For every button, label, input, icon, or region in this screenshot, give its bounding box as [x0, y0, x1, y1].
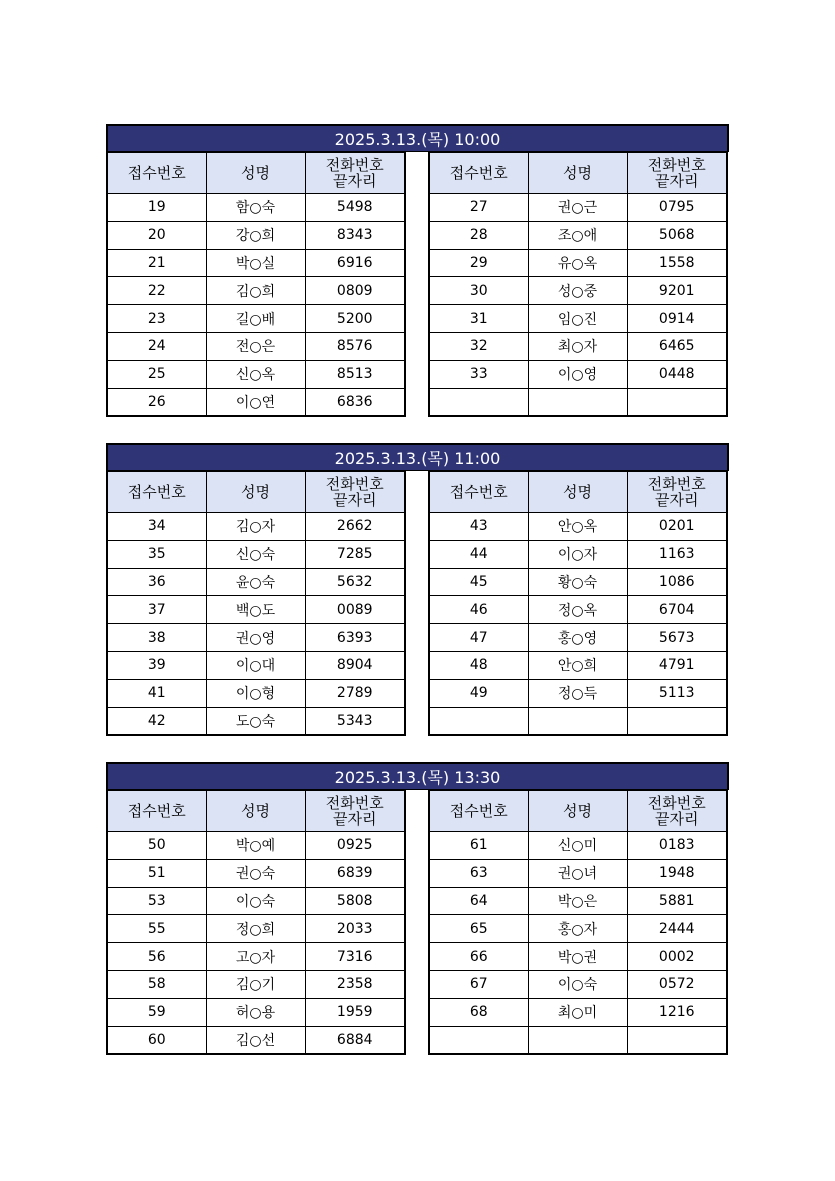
header-phone: [305, 153, 405, 194]
receipt-number: 39: [107, 651, 206, 679]
table-row: [107, 596, 405, 624]
receipt-number: 59: [107, 998, 206, 1026]
applicant-name: 성○중: [528, 277, 627, 305]
receipt-number: 34: [107, 513, 206, 541]
receipt-number: 46: [429, 596, 528, 624]
header-name: 성명: [206, 472, 305, 513]
receipt-number: 35: [107, 540, 206, 568]
table-row: [107, 249, 405, 277]
table-row: [107, 388, 405, 416]
roster-table-right: [428, 471, 728, 736]
phone-last-digits: [627, 388, 727, 416]
applicant-name: 정○득: [528, 679, 627, 707]
receipt-number: 47: [429, 624, 528, 652]
table-row: [107, 887, 405, 915]
table-row: [107, 513, 405, 541]
applicant-name: 유○옥: [528, 249, 627, 277]
table-row: [107, 277, 405, 305]
header-name: 성명: [206, 791, 305, 832]
receipt-number: 21: [107, 249, 206, 277]
phone-last-digits: 5632: [305, 568, 405, 596]
phone-last-digits: 1216: [627, 998, 727, 1026]
receipt-number: 33: [429, 360, 528, 388]
roster-table-left: [106, 790, 406, 1055]
applicant-name: 권○녀: [528, 859, 627, 887]
table-row: [107, 707, 405, 735]
applicant-name: 정○희: [206, 915, 305, 943]
table-row: [107, 998, 405, 1026]
phone-last-digits: 6836: [305, 388, 405, 416]
session-body: [106, 471, 729, 733]
applicant-name: 신○숙: [206, 540, 305, 568]
applicant-name: 박○권: [528, 943, 627, 971]
applicant-name: 김○기: [206, 970, 305, 998]
header-phone-line1: 전화번호: [325, 475, 384, 493]
phone-last-digits: 6884: [305, 1026, 405, 1054]
phone-last-digits: 7316: [305, 943, 405, 971]
header-row: [107, 791, 405, 832]
applicant-name: [528, 388, 627, 416]
session-title: 2025.3.13.(목) 10:00: [106, 124, 729, 152]
phone-last-digits: 5200: [305, 305, 405, 333]
table-row: [429, 360, 727, 388]
receipt-number: 56: [107, 943, 206, 971]
session-block: [106, 124, 729, 414]
table-row: [107, 305, 405, 333]
applicant-name: 신○옥: [206, 360, 305, 388]
applicant-name: 이○숙: [206, 887, 305, 915]
roster-table-left: [106, 471, 406, 736]
table-row: [429, 943, 727, 971]
table-row: [107, 679, 405, 707]
receipt-number: 22: [107, 277, 206, 305]
applicant-name: 박○은: [528, 887, 627, 915]
table-row: [107, 194, 405, 222]
roster-table-right: [428, 152, 728, 417]
phone-last-digits: 1558: [627, 249, 727, 277]
table-row: [107, 832, 405, 860]
applicant-name: 안○희: [528, 651, 627, 679]
phone-last-digits: 1163: [627, 540, 727, 568]
table-row: [429, 332, 727, 360]
header-name: 성명: [528, 791, 627, 832]
receipt-number: 24: [107, 332, 206, 360]
table-row: [429, 832, 727, 860]
applicant-name: 안○옥: [528, 513, 627, 541]
applicant-name: 김○선: [206, 1026, 305, 1054]
applicant-name: 윤○숙: [206, 568, 305, 596]
receipt-number: 37: [107, 596, 206, 624]
table-row: [429, 305, 727, 333]
phone-last-digits: 5808: [305, 887, 405, 915]
header-number: 접수번호: [107, 153, 206, 194]
receipt-number: 41: [107, 679, 206, 707]
header-phone-line1: 전화번호: [325, 794, 384, 812]
table-row: [429, 249, 727, 277]
table-row: [107, 1026, 405, 1054]
header-phone: [305, 472, 405, 513]
header-phone: [627, 472, 727, 513]
header-phone-line2: 끝자리: [655, 172, 699, 190]
table-row: [429, 679, 727, 707]
header-row: [429, 153, 727, 194]
receipt-number: 42: [107, 707, 206, 735]
header-row: [429, 791, 727, 832]
receipt-number: 60: [107, 1026, 206, 1054]
table-row: [107, 540, 405, 568]
table-row: [429, 194, 727, 222]
phone-last-digits: 6839: [305, 859, 405, 887]
receipt-number: 44: [429, 540, 528, 568]
receipt-number: 26: [107, 388, 206, 416]
applicant-name: 임○진: [528, 305, 627, 333]
phone-last-digits: 2444: [627, 915, 727, 943]
phone-last-digits: 0914: [627, 305, 727, 333]
phone-last-digits: 0183: [627, 832, 727, 860]
applicant-name: 권○숙: [206, 859, 305, 887]
table-row: [429, 221, 727, 249]
phone-last-digits: [627, 707, 727, 735]
receipt-number: 53: [107, 887, 206, 915]
table-row: [429, 596, 727, 624]
phone-last-digits: 5673: [627, 624, 727, 652]
receipt-number: [429, 1026, 528, 1054]
receipt-number: 55: [107, 915, 206, 943]
header-row: [429, 472, 727, 513]
phone-last-digits: 8576: [305, 332, 405, 360]
phone-last-digits: 2662: [305, 513, 405, 541]
receipt-number: [429, 707, 528, 735]
session-title: 2025.3.13.(목) 13:30: [106, 762, 729, 790]
table-row: [429, 388, 727, 416]
phone-last-digits: 9201: [627, 277, 727, 305]
table-row: [429, 887, 727, 915]
phone-last-digits: 0795: [627, 194, 727, 222]
table-row: [107, 221, 405, 249]
applicant-name: 김○희: [206, 277, 305, 305]
applicant-name: 김○자: [206, 513, 305, 541]
applicant-name: 박○예: [206, 832, 305, 860]
header-phone-line2: 끝자리: [333, 810, 377, 828]
receipt-number: [429, 388, 528, 416]
applicant-name: 이○대: [206, 651, 305, 679]
applicant-name: 전○은: [206, 332, 305, 360]
applicant-name: 강○희: [206, 221, 305, 249]
header-phone-line1: 전화번호: [647, 794, 706, 812]
header-number: 접수번호: [107, 472, 206, 513]
session-block: [106, 443, 729, 733]
applicant-name: 이○영: [528, 360, 627, 388]
table-row: [429, 970, 727, 998]
receipt-number: 61: [429, 832, 528, 860]
receipt-number: 25: [107, 360, 206, 388]
phone-last-digits: 2789: [305, 679, 405, 707]
receipt-number: 23: [107, 305, 206, 333]
phone-last-digits: 2033: [305, 915, 405, 943]
applicant-name: 이○형: [206, 679, 305, 707]
header-phone: [627, 791, 727, 832]
phone-last-digits: [627, 1026, 727, 1054]
applicant-name: 이○연: [206, 388, 305, 416]
table-row: [429, 707, 727, 735]
applicant-name: 권○영: [206, 624, 305, 652]
receipt-number: 38: [107, 624, 206, 652]
applicant-name: [528, 707, 627, 735]
receipt-number: 36: [107, 568, 206, 596]
phone-last-digits: 6704: [627, 596, 727, 624]
session-body: [106, 790, 729, 1052]
receipt-number: 63: [429, 859, 528, 887]
header-phone-line2: 끝자리: [333, 491, 377, 509]
header-row: [107, 153, 405, 194]
session-title: 2025.3.13.(목) 11:00: [106, 443, 729, 471]
table-row: [429, 1026, 727, 1054]
receipt-number: 27: [429, 194, 528, 222]
receipt-number: 45: [429, 568, 528, 596]
header-number: 접수번호: [429, 791, 528, 832]
applicant-name: 홍○영: [528, 624, 627, 652]
phone-last-digits: 6916: [305, 249, 405, 277]
header-name: 성명: [528, 472, 627, 513]
table-row: [429, 998, 727, 1026]
receipt-number: 66: [429, 943, 528, 971]
receipt-number: 30: [429, 277, 528, 305]
header-phone-line2: 끝자리: [655, 810, 699, 828]
applicant-name: 최○자: [528, 332, 627, 360]
header-phone: [627, 153, 727, 194]
receipt-number: 58: [107, 970, 206, 998]
header-phone-line1: 전화번호: [647, 475, 706, 493]
header-phone-line2: 끝자리: [655, 491, 699, 509]
applicant-name: 고○자: [206, 943, 305, 971]
table-row: [107, 624, 405, 652]
phone-last-digits: 6393: [305, 624, 405, 652]
applicant-name: 백○도: [206, 596, 305, 624]
applicant-name: 권○근: [528, 194, 627, 222]
table-row: [429, 915, 727, 943]
header-phone: [305, 791, 405, 832]
receipt-number: 31: [429, 305, 528, 333]
table-row: [107, 915, 405, 943]
table-row: [429, 513, 727, 541]
receipt-number: 65: [429, 915, 528, 943]
receipt-number: 48: [429, 651, 528, 679]
table-row: [107, 568, 405, 596]
phone-last-digits: 8343: [305, 221, 405, 249]
receipt-number: 20: [107, 221, 206, 249]
table-row: [107, 943, 405, 971]
phone-last-digits: 8513: [305, 360, 405, 388]
phone-last-digits: 0002: [627, 943, 727, 971]
phone-last-digits: 0201: [627, 513, 727, 541]
phone-last-digits: 5113: [627, 679, 727, 707]
header-number: 접수번호: [429, 153, 528, 194]
header-phone-line1: 전화번호: [647, 156, 706, 174]
table-row: [107, 651, 405, 679]
phone-last-digits: 0925: [305, 832, 405, 860]
phone-last-digits: 0809: [305, 277, 405, 305]
receipt-number: 32: [429, 332, 528, 360]
session-block: [106, 762, 729, 1052]
header-phone-line2: 끝자리: [333, 172, 377, 190]
header-name: 성명: [206, 153, 305, 194]
applicant-name: 길○배: [206, 305, 305, 333]
table-row: [429, 624, 727, 652]
applicant-name: 조○애: [528, 221, 627, 249]
receipt-number: 43: [429, 513, 528, 541]
receipt-number: 68: [429, 998, 528, 1026]
applicant-name: 이○자: [528, 540, 627, 568]
table-row: [429, 651, 727, 679]
table-row: [107, 859, 405, 887]
phone-last-digits: 4791: [627, 651, 727, 679]
table-row: [429, 859, 727, 887]
header-phone-line1: 전화번호: [325, 156, 384, 174]
phone-last-digits: 6465: [627, 332, 727, 360]
applicant-name: 최○미: [528, 998, 627, 1026]
receipt-number: 28: [429, 221, 528, 249]
phone-last-digits: 8904: [305, 651, 405, 679]
table-row: [429, 568, 727, 596]
session-body: [106, 152, 729, 414]
applicant-name: 정○옥: [528, 596, 627, 624]
table-row: [429, 277, 727, 305]
applicant-name: 황○숙: [528, 568, 627, 596]
receipt-number: 49: [429, 679, 528, 707]
phone-last-digits: 5881: [627, 887, 727, 915]
applicant-name: 도○숙: [206, 707, 305, 735]
applicant-name: 신○미: [528, 832, 627, 860]
applicant-name: 함○숙: [206, 194, 305, 222]
phone-last-digits: 0572: [627, 970, 727, 998]
receipt-number: 64: [429, 887, 528, 915]
applicant-name: 허○용: [206, 998, 305, 1026]
receipt-number: 50: [107, 832, 206, 860]
header-number: 접수번호: [429, 472, 528, 513]
applicant-name: 이○숙: [528, 970, 627, 998]
header-name: 성명: [528, 153, 627, 194]
phone-last-digits: 5498: [305, 194, 405, 222]
phone-last-digits: 0089: [305, 596, 405, 624]
applicant-name: [528, 1026, 627, 1054]
phone-last-digits: 1086: [627, 568, 727, 596]
header-number: 접수번호: [107, 791, 206, 832]
applicant-name: 홍○자: [528, 915, 627, 943]
table-row: [107, 360, 405, 388]
receipt-number: 67: [429, 970, 528, 998]
table-row: [107, 970, 405, 998]
table-row: [107, 332, 405, 360]
header-row: [107, 472, 405, 513]
phone-last-digits: 5343: [305, 707, 405, 735]
receipt-number: 19: [107, 194, 206, 222]
phone-last-digits: 1948: [627, 859, 727, 887]
receipt-number: 29: [429, 249, 528, 277]
phone-last-digits: 1959: [305, 998, 405, 1026]
phone-last-digits: 0448: [627, 360, 727, 388]
phone-last-digits: 7285: [305, 540, 405, 568]
roster-table-right: [428, 790, 728, 1055]
roster-table-left: [106, 152, 406, 417]
phone-last-digits: 5068: [627, 221, 727, 249]
applicant-name: 박○실: [206, 249, 305, 277]
table-row: [429, 540, 727, 568]
phone-last-digits: 2358: [305, 970, 405, 998]
receipt-number: 51: [107, 859, 206, 887]
